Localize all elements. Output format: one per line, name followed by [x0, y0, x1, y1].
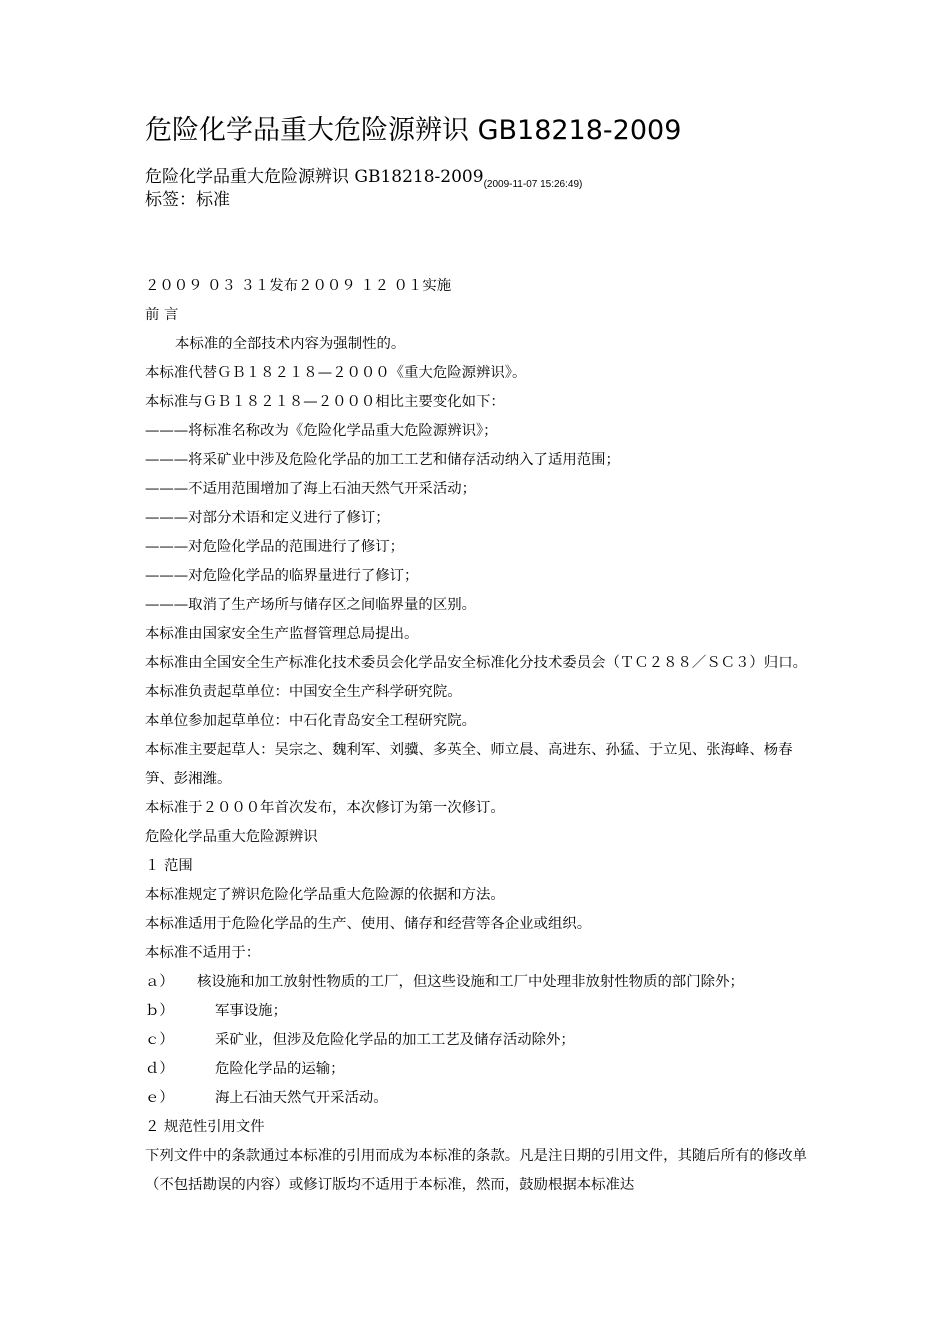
exclusion-text: 核设施和加工放射性物质的工厂，但这些设施和工厂中处理非放射性物质的部门除外；: [197, 974, 744, 990]
standard-title: 危险化学品重大危险源辨识: [145, 829, 318, 845]
exclusion-label: ｃ）: [145, 1032, 174, 1048]
change-item: ———对危险化学品的范围进行了修订；: [145, 539, 405, 555]
section-1-heading: １ 范围: [145, 858, 193, 874]
exclusion-label: ａ）: [145, 974, 174, 990]
participating-unit-paragraph: 本单位参加起草单位：中石化青岛安全工程研究院。: [145, 713, 476, 729]
subtitle-text: 危险化学品重大危险源辨识 GB18218-2009: [145, 167, 484, 187]
history-paragraph: 本标准于２０００年首次发布，本次修订为第一次修订。: [145, 800, 505, 816]
exclusion-text: 军事设施；: [215, 1003, 287, 1019]
exclusion-item: [145, 997, 813, 1026]
drafters-paragraph: 本标准主要起草人：吴宗之、魏利军、刘骥、多英全、师立晨、高进东、孙猛、于立见、张海峰、杨春笋、彭湘潍。: [145, 742, 793, 787]
section-1-paragraph: 本标准适用于危险化学品的生产、使用、储存和经营等各企业或组织。: [145, 916, 592, 932]
exclusion-text: 海上石油天然气开采活动。: [215, 1090, 388, 1106]
publish-dates: ２００９ ０３ ３１发布２００９ １２ ０１实施: [145, 278, 452, 294]
document-body: [145, 272, 813, 1200]
exclusion-item: [145, 968, 813, 997]
exclusion-text: 采矿业，但涉及危险化学品的加工工艺及储存活动除外；: [215, 1032, 575, 1048]
document-title: 危险化学品重大危险源辨识 GB18218-2009: [145, 115, 682, 146]
mandatory-paragraph: 本标准的全部技术内容为强制性的。: [175, 336, 406, 352]
exclusion-label: ｂ）: [145, 1003, 174, 1019]
drafting-unit-paragraph: 本标准负责起草单位：中国安全生产科学研究院。: [145, 684, 462, 700]
changes-intro-paragraph: 本标准与ＧＢ１８２１８—２０００相比主要变化如下：: [145, 394, 505, 410]
change-item: ———不适用范围增加了海上石油天然气开采活动；: [145, 481, 476, 497]
section-1-paragraph: 本标准规定了辨识危险化学品重大危险源的依据和方法。: [145, 887, 505, 903]
centralized-paragraph: 本标准由全国安全生产标准化技术委员会化学品安全标准化分技术委员会（ＴＣ２８８／ＳＣ３）归口。: [145, 655, 807, 671]
document-tags: 标签：标准: [145, 190, 230, 210]
foreword-heading: 前 言: [145, 307, 179, 323]
change-item: ———对危险化学品的临界量进行了修订；: [145, 568, 419, 584]
change-item: ———将标准名称改为《危险化学品重大危险源辨识》；: [145, 423, 498, 439]
publish-timestamp: (2009-11-07 15:26:49): [483, 179, 583, 190]
proposed-paragraph: 本标准由国家安全生产监督管理总局提出。: [145, 626, 419, 642]
section-1-paragraph: 本标准不适用于：: [145, 945, 261, 961]
exclusion-item: [145, 1026, 813, 1055]
section-2-paragraph: 下列文件中的条款通过本标准的引用而成为本标准的条款。凡是注日期的引用文件，其随后所有的修改单（不包括勘误的内容）或修订版均不适用于本标准，然而，鼓励根据本标准达: [145, 1148, 807, 1193]
exclusion-label: ｅ）: [145, 1090, 174, 1106]
section-2-heading: ２ 规范性引用文件: [145, 1119, 265, 1135]
exclusion-item: [145, 1084, 813, 1113]
exclusion-item: [145, 1055, 813, 1084]
replaces-paragraph: 本标准代替ＧＢ１８２１８—２０００《重大危险源辨识》。: [145, 365, 527, 381]
change-item: ———取消了生产场所与储存区之间临界量的区别。: [145, 597, 476, 613]
change-item: ———对部分术语和定义进行了修订；: [145, 510, 390, 526]
exclusion-label: ｄ）: [145, 1061, 174, 1077]
change-item: ———将采矿业中涉及危险化学品的加工工艺和储存活动纳入了适用范围；: [145, 452, 620, 468]
exclusion-text: 危险化学品的运输；: [215, 1061, 345, 1077]
